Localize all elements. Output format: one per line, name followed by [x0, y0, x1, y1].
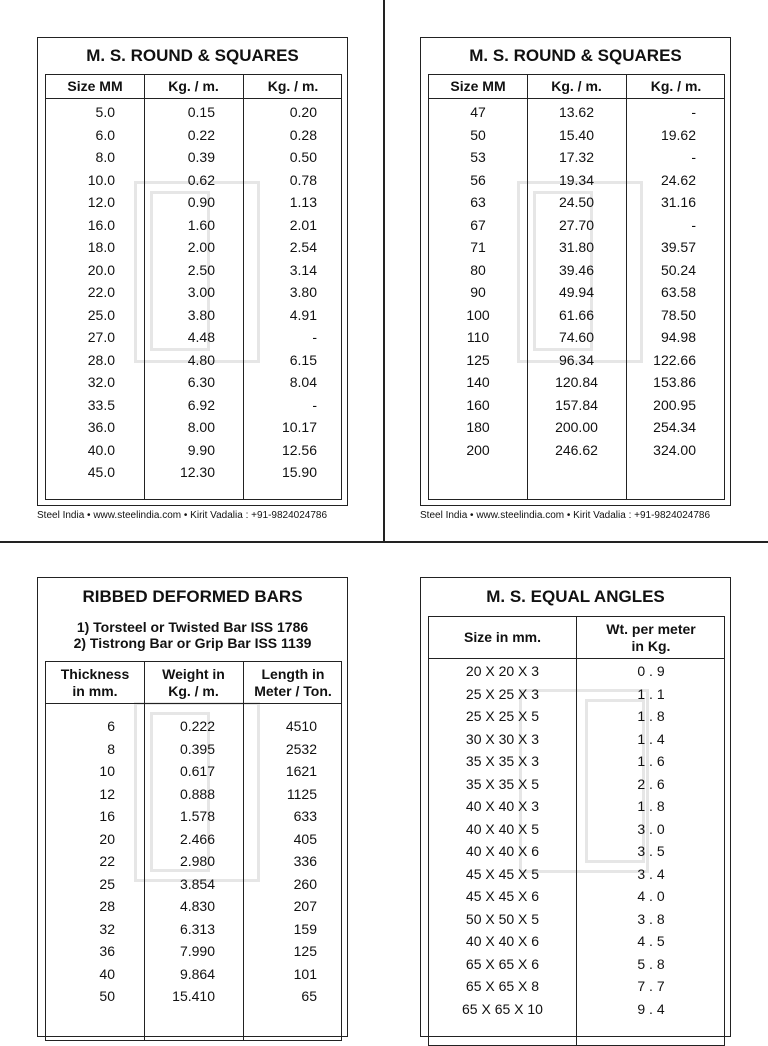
- table-cell: 5 . 8: [637, 955, 665, 972]
- table-cell: 20.0: [87, 261, 115, 278]
- table-cell: 7 . 7: [637, 978, 665, 994]
- table-cell: 53: [470, 149, 486, 165]
- ribbed-bars-table: [45, 661, 342, 1041]
- panel-subtitle: 2) Tistrong Bar or Grip Bar ISS 1139: [73, 635, 312, 651]
- table-cell: 10: [99, 763, 115, 779]
- table-cell: 1.60: [187, 216, 215, 233]
- table-cell: 3.854: [179, 875, 215, 892]
- table-cell: 2.54: [289, 239, 317, 255]
- table-cell: 71: [470, 239, 486, 255]
- table-cell: 9 . 4: [637, 1000, 665, 1017]
- table-cell: 35 X 35 X 5: [465, 775, 540, 792]
- table-cell: 15.410: [172, 988, 215, 1004]
- table-cell: 0.395: [179, 740, 215, 757]
- table-cell: 125: [293, 943, 317, 959]
- table-cell: 3 . 0: [637, 820, 665, 837]
- table-cell: 33.5: [87, 396, 115, 413]
- table-cell: 50 X 50 X 5: [465, 910, 540, 927]
- table-cell: 19.62: [660, 126, 696, 143]
- round-squares-panel-small: [37, 37, 348, 506]
- table-cell: 49.94: [558, 284, 595, 300]
- table-cell: 9.864: [179, 965, 215, 982]
- table-cell: 12.0: [87, 194, 115, 210]
- table-cell: 40: [99, 965, 115, 982]
- table-cell: 125: [466, 351, 490, 368]
- table-cell: 39.57: [660, 239, 696, 255]
- table-cell: 254.34: [653, 419, 696, 435]
- table-cell: 6.0: [95, 126, 115, 143]
- table-cell: 207: [293, 898, 317, 914]
- table-cell: 8.04: [289, 374, 317, 390]
- table-cell: 0 . 9: [637, 663, 665, 679]
- table-cell: 3.80: [187, 306, 215, 323]
- table-cell: 28.0: [87, 351, 115, 368]
- table-cell: 28: [99, 898, 115, 914]
- table-cell: 10.17: [281, 419, 317, 435]
- table-cell: 61.66: [558, 306, 595, 323]
- table-cell: 1 . 8: [637, 798, 665, 814]
- table-cell: 200.00: [555, 419, 598, 435]
- table-cell: 6.30: [187, 374, 215, 390]
- table-header: [429, 75, 724, 99]
- table-cell: 3 . 5: [637, 843, 665, 859]
- table-cell: 0.617: [179, 763, 215, 779]
- table-cell: 8.0: [95, 149, 115, 165]
- table-cell: 78.50: [660, 306, 696, 323]
- table-cell: 56: [470, 171, 486, 188]
- table-cell: 2532: [285, 740, 317, 757]
- table-cell: 6: [107, 718, 115, 734]
- table-cell: 36: [99, 943, 115, 959]
- table-cell: 4510: [285, 718, 317, 734]
- table-cell: 32: [99, 920, 115, 937]
- table-header: [46, 662, 341, 704]
- table-cell: 160: [466, 396, 490, 413]
- table-cell: 100: [466, 306, 490, 323]
- table-cell: 67: [470, 216, 486, 233]
- table-cell: 10.0: [87, 171, 115, 188]
- table-cell: 30 X 30 X 3: [465, 730, 540, 747]
- equal-angles-panel: [420, 577, 731, 1037]
- table-cell: 45 X 45 X 6: [465, 888, 540, 904]
- panel-title: M. S. EQUAL ANGLES: [486, 587, 665, 606]
- column-header-weight: Wt. per meter in Kg.: [606, 620, 696, 654]
- table-cell: 9.90: [187, 441, 215, 458]
- table-cell: 12.56: [281, 441, 317, 458]
- table-cell: 336: [293, 853, 317, 869]
- table-cell: 22.0: [87, 284, 115, 300]
- footer-credit: Steel India • www.steelindia.com • Kirit Vadalia : +91-9824024786: [37, 510, 328, 521]
- table-cell: 4.80: [187, 351, 215, 368]
- table-cell: 180: [466, 419, 490, 435]
- round-squares-table: [428, 74, 725, 500]
- table-cell: 94.98: [660, 329, 696, 345]
- table-cell: 65 X 65 X 6: [465, 955, 540, 972]
- table-cell: 260: [293, 875, 317, 892]
- table-cell: 40 X 40 X 5: [465, 820, 540, 837]
- table-cell: 1621: [285, 763, 317, 779]
- table-cell: 40 X 40 X 3: [465, 798, 540, 814]
- table-cell: 122.66: [653, 351, 696, 368]
- table-cell: 65 X 65 X 8: [465, 978, 540, 994]
- table-cell: 1 . 8: [637, 708, 665, 724]
- table-cell: 31.16: [660, 194, 696, 210]
- table-cell: 50: [470, 126, 486, 143]
- table-cell: 4.91: [289, 306, 317, 323]
- table-cell: 3.00: [187, 284, 215, 300]
- table-cell: 159: [293, 920, 317, 937]
- table-cell: 63: [470, 194, 486, 210]
- table-cell: 32.0: [87, 374, 115, 390]
- table-cell: 25 X 25 X 3: [465, 685, 540, 702]
- table-cell: 27.70: [558, 216, 595, 233]
- table-cell: 6.15: [289, 351, 317, 368]
- table-cell: 2.980: [179, 853, 215, 869]
- column-divider: [144, 662, 145, 1040]
- table-cell: 200: [466, 441, 490, 458]
- table-cell: 4 . 5: [637, 933, 665, 949]
- table-cell: 45 X 45 X 5: [465, 865, 540, 882]
- table-cell: 0.90: [187, 194, 215, 210]
- round-squares-panel-large: [420, 37, 731, 506]
- table-cell: 65: [301, 988, 317, 1004]
- table-cell: 7.990: [179, 943, 215, 959]
- table-cell: 1 . 4: [637, 730, 665, 747]
- table-cell: 1 . 6: [637, 753, 665, 769]
- table-cell: 0.888: [179, 785, 215, 802]
- table-cell: 25.0: [87, 306, 115, 323]
- table-cell: 20: [99, 830, 115, 847]
- column-header-thickness: Thickness in mm.: [60, 665, 130, 699]
- table-cell: 40 X 40 X 6: [465, 933, 540, 949]
- table-cell: 80: [470, 261, 486, 278]
- table-cell: 0.39: [187, 149, 215, 165]
- table-cell: 1.578: [179, 808, 215, 824]
- table-cell: 324.00: [653, 441, 696, 458]
- table-cell: 0.28: [289, 126, 317, 143]
- table-cell: 3 . 4: [637, 865, 665, 882]
- column-divider: [626, 75, 627, 499]
- table-cell: 25: [99, 875, 115, 892]
- table-cell: 2.01: [289, 216, 317, 233]
- footer-credit: Steel India • www.steelindia.com • Kirit Vadalia : +91-9824024786: [420, 510, 711, 521]
- table-cell: -: [691, 104, 696, 120]
- table-cell: 12: [99, 785, 115, 802]
- table-cell: 633: [293, 808, 317, 824]
- column-header-square-weight: Kg. / m.: [267, 78, 319, 94]
- table-cell: 0.22: [187, 126, 215, 143]
- column-header-length: Length in Meter / Ton.: [254, 665, 332, 699]
- column-divider: [144, 75, 145, 499]
- table-cell: 16: [99, 808, 115, 824]
- table-cell: 120.84: [555, 374, 598, 390]
- table-cell: 35 X 35 X 3: [465, 753, 540, 769]
- table-cell: 153.86: [653, 374, 696, 390]
- table-cell: 65 X 65 X 10: [462, 1000, 543, 1017]
- table-cell: 13.62: [558, 104, 595, 120]
- table-cell: 25 X 25 X 5: [465, 708, 540, 724]
- equal-angles-table: [428, 616, 725, 1046]
- table-cell: 12.30: [179, 464, 215, 480]
- table-cell: 405: [293, 830, 317, 847]
- table-cell: 74.60: [558, 329, 595, 345]
- table-cell: 1 . 1: [637, 685, 665, 702]
- table-cell: 45.0: [87, 464, 115, 480]
- table-cell: 63.58: [660, 284, 696, 300]
- column-header-weight: Weight in Kg. / m.: [162, 665, 225, 699]
- horizontal-divider: [0, 541, 768, 543]
- vertical-divider: [383, 0, 385, 542]
- table-cell: 2.466: [179, 830, 215, 847]
- table-cell: 2 . 6: [637, 775, 665, 792]
- table-cell: -: [691, 149, 696, 165]
- panel-title: RIBBED DEFORMED BARS: [82, 587, 303, 606]
- table-cell: 22: [99, 853, 115, 869]
- table-cell: 0.15: [187, 104, 215, 120]
- table-cell: 110: [466, 329, 490, 345]
- table-cell: 24.50: [558, 194, 595, 210]
- table-cell: 3 . 8: [637, 910, 665, 927]
- table-cell: -: [312, 329, 317, 345]
- column-header-size: Size in mm.: [463, 629, 542, 645]
- column-header-square-weight: Kg. / m.: [650, 78, 702, 94]
- table-cell: 1125: [286, 785, 317, 802]
- table-cell: 101: [293, 965, 317, 982]
- table-cell: 18.0: [87, 239, 115, 255]
- table-cell: -: [691, 216, 696, 233]
- table-cell: 15.90: [281, 464, 317, 480]
- table-cell: 24.62: [660, 171, 696, 188]
- ribbed-bars-panel: [37, 577, 348, 1037]
- table-header: [46, 75, 341, 99]
- table-cell: 0.62: [187, 171, 215, 188]
- panel-subtitle: 1) Torsteel or Twisted Bar ISS 1786: [76, 619, 309, 635]
- table-cell: 90: [470, 284, 486, 300]
- table-cell: 50: [99, 988, 115, 1004]
- table-cell: 40 X 40 X 6: [465, 843, 540, 859]
- table-cell: 0.78: [289, 171, 317, 188]
- panel-title: M. S. ROUND & SQUARES: [86, 46, 299, 65]
- column-divider: [243, 75, 244, 499]
- table-cell: 17.32: [558, 149, 595, 165]
- column-header-size: Size MM: [450, 78, 506, 94]
- table-cell: 200.95: [653, 396, 696, 413]
- panel-title: M. S. ROUND & SQUARES: [469, 46, 682, 65]
- table-cell: 2.50: [187, 261, 215, 278]
- table-cell: 2.00: [187, 239, 215, 255]
- table-cell: 4.48: [187, 329, 215, 345]
- table-cell: 1.13: [289, 194, 317, 210]
- table-cell: 4 . 0: [637, 888, 665, 904]
- table-cell: 140: [466, 374, 490, 390]
- table-cell: 0.20: [289, 104, 317, 120]
- table-cell: 8: [107, 740, 115, 757]
- table-cell: 36.0: [87, 419, 115, 435]
- column-header-round-weight: Kg. / m.: [168, 78, 219, 94]
- table-cell: 246.62: [555, 441, 598, 458]
- table-cell: 47: [470, 104, 486, 120]
- round-squares-table: [45, 74, 342, 500]
- table-cell: 16.0: [87, 216, 115, 233]
- table-cell: 0.222: [179, 718, 215, 734]
- table-cell: 5.0: [95, 104, 115, 120]
- table-cell: 50.24: [660, 261, 696, 278]
- table-cell: 6.313: [179, 920, 215, 937]
- table-cell: 3.80: [289, 284, 317, 300]
- table-cell: 20 X 20 X 3: [465, 663, 540, 679]
- table-cell: 31.80: [558, 239, 595, 255]
- table-cell: 4.830: [179, 898, 215, 914]
- table-cell: 3.14: [289, 261, 317, 278]
- table-cell: 39.46: [558, 261, 595, 278]
- column-header-round-weight: Kg. / m.: [551, 78, 602, 94]
- table-cell: 27.0: [87, 329, 115, 345]
- table-cell: -: [312, 396, 317, 413]
- table-cell: 8.00: [187, 419, 215, 435]
- table-cell: 0.50: [289, 149, 317, 165]
- column-divider: [243, 662, 244, 1040]
- table-cell: 19.34: [558, 171, 595, 188]
- table-cell: 157.84: [555, 396, 598, 413]
- table-cell: 40.0: [87, 441, 115, 458]
- table-cell: 15.40: [558, 126, 595, 143]
- table-cell: 96.34: [558, 351, 595, 368]
- table-cell: 6.92: [187, 396, 215, 413]
- column-header-size: Size MM: [67, 78, 123, 94]
